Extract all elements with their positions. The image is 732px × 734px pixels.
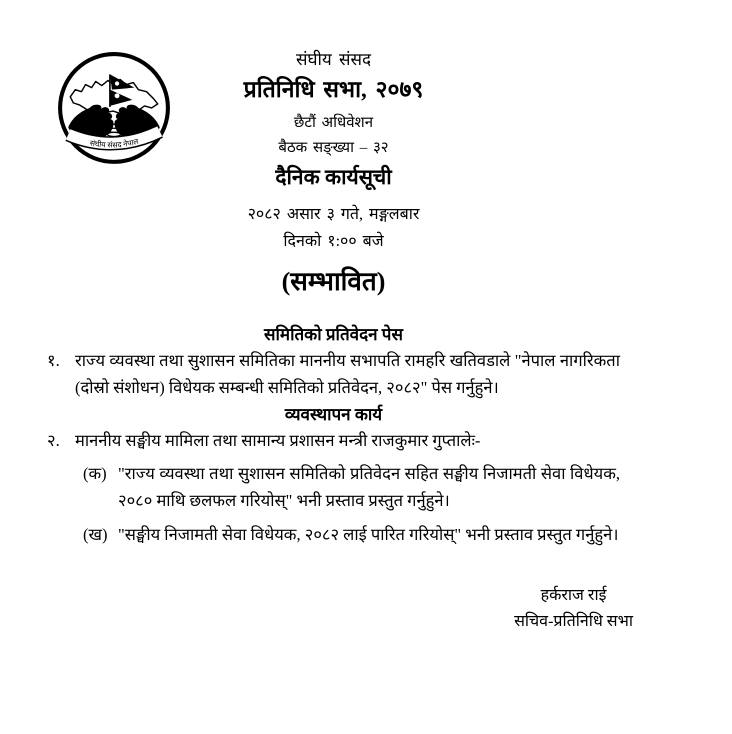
section-title-legislation: व्यवस्थापन कार्य: [284, 405, 383, 424]
agenda-item-1: [47, 347, 620, 401]
subitem-text: "सङ्घीय निजामती सेवा विधेयक, २०८२ लाई पारित गरियोस्" भनी प्रस्ताव प्रस्तुत गर्नुहुने।: [118, 525, 619, 544]
header-house: प्रतिनिधि सभा, २०७९: [243, 77, 424, 102]
signature-title: सचिव-प्रतिनिधि सभा: [514, 613, 633, 630]
section-title-report: समितिको प्रतिवेदन पेस: [264, 325, 403, 344]
agenda-subitem-kha: [83, 521, 620, 548]
subitem-text: "राज्य व्यवस्था तथा सुशासन समितिको प्रतिवेदन सहित सङ्घीय निजामती सेवा विधेयक, २०८० माथि छलफल गरियोस्" भनी प्रस्ताव प्रस्तुत गर्नुहुने।: [118, 464, 620, 510]
agenda-subitem-ka: [83, 460, 620, 514]
header-doc-title: दैनिक कार्यसूची: [275, 165, 392, 189]
subitem-label: (क): [83, 464, 107, 483]
agenda-item-2: [47, 427, 620, 454]
item-text: माननीय सङ्घीय मामिला तथा सामान्य प्रशासन मन्त्री राजकुमार गुप्तालेः-: [75, 431, 481, 450]
ribbon-text: संघीय संसद नेपाल: [89, 136, 140, 150]
tentative-label: (सम्भावित): [281, 267, 386, 296]
item-number: २.: [47, 431, 60, 450]
header-meeting-number: बैठक सङ्ख्या – ३२: [278, 140, 389, 156]
item-text: राज्य व्यवस्था तथा सुशासन समितिका माननीय सभापति रामहरि खतिवडाले "नेपाल नागरिकता (दोस्रो संशोधन) विधेयक सम्बन्धी समितिको प्रतिवेदन, २०८२" पेस गर्नुहुने।: [75, 351, 620, 397]
header-time: दिनको १:०० बजे: [283, 233, 384, 250]
signature-block: [514, 583, 633, 635]
subitem-label: (ख): [83, 525, 108, 544]
item-number: १.: [47, 351, 60, 370]
header-org: संघीय संसद: [295, 50, 372, 69]
header-date: २०८२ असार ३ गते, मङ्गलबार: [247, 206, 420, 223]
signature-name: हर्कराज राई: [540, 587, 607, 604]
header-session: छैटौं अधिवेशन: [293, 115, 374, 131]
